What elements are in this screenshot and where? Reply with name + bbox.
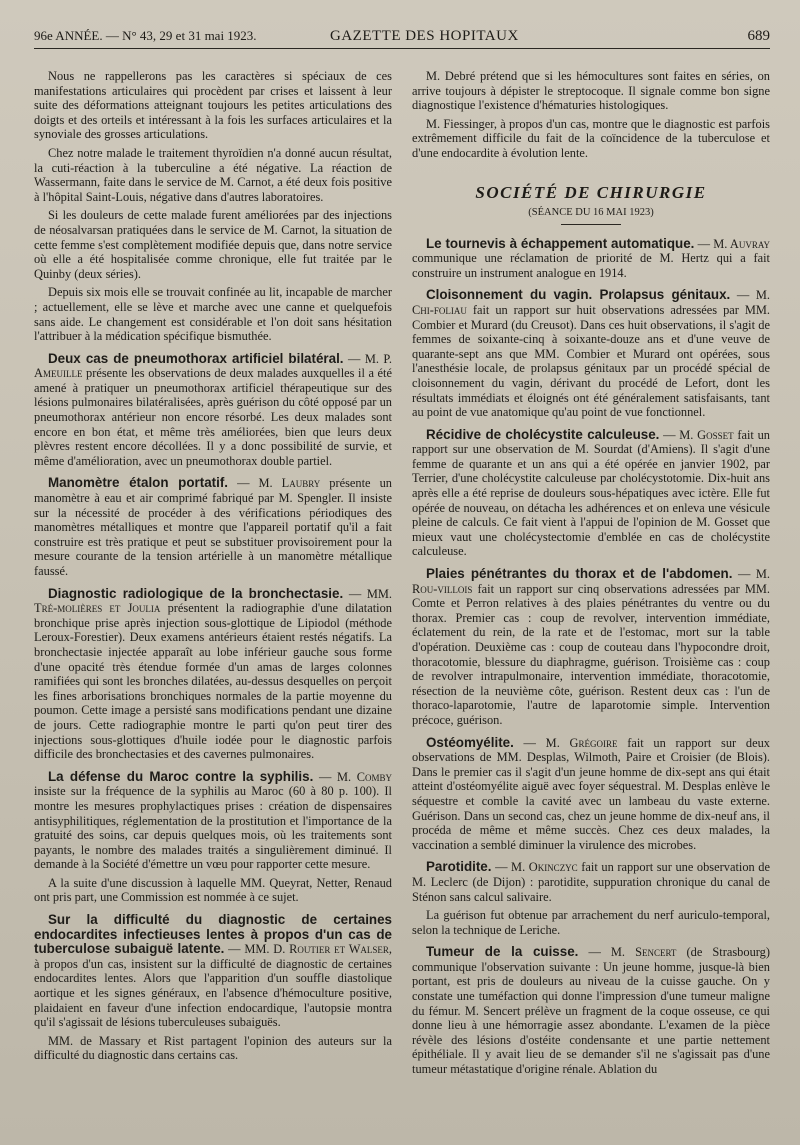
paragraph: Chez notre malade le traitement thyroïdien n'a donné aucun résultat, la cuti-réaction à la tuberculine a été négative. La réaction de Wassermann, faite dans le service de M. Carnot, a été deux fois positive à l'hôpital Saint-Louis, négative dans d'autres laboratoires. — [34, 145, 392, 204]
article-manometre: Manomètre étalon portatif. — M. Laubry présente un manomètre à eau et air comprimé fabriqué par M. Spengler. Il insiste sur la nécessité de procéder à des vérifications périodiques des manomètres métalliques et montre que l'appareil portatif qu'il a fait construire est très pratique et peut se substituer provisoirement pour la mesure courante de la tension artérielle à un manomètre métallique faussé. — [34, 475, 392, 578]
article-endocardites: Sur la difficulté du diagnostic de certaines endocardites infectieuses lentes à propos d'un cas de tuberculose subaiguë latente. — MM. D. Routier et Walser, à propos d'un cas, insistent sur la difficulté de diagnostic de certaines endocardites lentes. Alors que l'apparition d'un souffle diastolique aortique et les signes généraux, en l'absence d'hémoculture positive, plaidaient en faveur d'une infection endocardique, l'autopsie montra qu'il s'agissait de lésions tuberculeuses subaiguës. — [34, 912, 392, 1030]
article-title: Ostéomyélite. — [426, 734, 514, 750]
paragraph: A la suite d'une discussion à laquelle MM. Queyrat, Netter, Renaud ont pris part, une Commission est nommée à ce sujet. — [34, 875, 392, 905]
paragraph: M. Fiessinger, à propos d'un cas, montre que le diagnostic est parfois extrêmement difficile du fait de la coïncidence de la tuberculose et d'une endocardite à évolution lente. — [412, 116, 770, 160]
article-author: M. Auvray — [713, 236, 770, 251]
article-title: Deux cas de pneumothorax artificiel bilatéral. — [48, 350, 344, 366]
article-title: Cloisonnement du vagin. Prolapsus génitaux. — [426, 287, 731, 303]
article-author: M. Chi-foliau — [412, 288, 770, 317]
article-author: M. Sencert — [610, 945, 677, 960]
article-title: Plaies pénétrantes du thorax et de l'abdomen. — [426, 566, 733, 582]
article-osteomyelite: Ostéomyélite. — M. Grégoire fait un rapport sur deux observations de MM. Desplas, Wilmoth, Paire et Croisier (de Blois). Dans le premier cas il s'agit d'un jeune homme de dix-sept ans qui était atteint d'ostéomyélite aiguë avec foyer séquestral. M. Desplas enlève le séquestre et comble la cavité avec un lambeau du vaste externe. Guérison. Dans un second cas, chez un jeune homme de dix-neuf ans, il procéda de même et même succès. Chez ces deux malades, la vaccination a semblé diminuer la virulence des microbes. — [412, 734, 770, 852]
article-body: communique une réclamation de priorité de M. Hertz qui a fait construire un instrument analogue en 1914. — [412, 251, 770, 280]
paragraph: Si les douleurs de cette malade furent améliorées par des injections de néosalvarsan pratiquées dans le service de M. Carnot, la situation de cette femme s'est complètement modifiée depuis que, dans notre service où elle a été hospitalisée comme chronique, elle fut traitée par le Quinby (deux séries). — [34, 208, 392, 281]
article-author: MM. D. Routier et Walser, — [244, 942, 392, 957]
article-body: fait un rapport sur une observation de M. Sourdat (d'Amiens). Il s'agit d'une femme de quarante et un ans qui a été opérée en janvier 1902, par Terrier, d'une cholécystite calculeuse par cholécystotomie. Dix-huit ans après elle a été reprise de douleurs sous-hépatiques avec ictère. Elle fut opérée de nouveau, on détacha les adhérences et on enleva une vésicule pleine de calculs. Ce fait vient à l'appui de l'opinion de M. Gosset que mieux vaut une cholécystectomie d'emblée en cas de cholécystite calculeuse. — [412, 427, 770, 559]
article-body: (de Strasbourg) communique l'observation suivante : Un jeune homme, jusque-là bien portant, est pris de douleurs au niveau de la cuisse gauche. On y constate une tuméfaction qui donne l'impression d'une tumeur maligne du fémur. M. Sencert prélève un fragment de la coque osseuse, ce qui donne lieu à une hémorragie assez abondante. L'examen de la pièce révèle des lésions d'ostéite condensante et une partie nettement épithéliale. Il y avait lieu de se demander s'il ne s'agissait pas d'une tumeur métastatique d'origine rénale. Ablation du — [412, 945, 770, 1077]
article-body: présentent la radiographie d'une dilatation bronchique prise après injection sous-glottique de Lipiodol (méthode Leroux-Forestier). Deux examens antérieurs étaient restés négatifs. La bronchectasie injectée apparaît au lobe inférieur gauche sous forme d'une opacité très étendue formée d'un amas de larges colonnes ramifiées qui sont les bronches dilatées, au-dessus desquelles on perçoit les fines arborisations bronchiques normales de la partie moyenne du poumon. Cette image a persisté sans modifications pendant une dizaine de jours. Cette radiographie montre le parti qu'on peut tirer des injections sous-glottiques d'huile iodée pour le diagnostic parfois difficile des bronchectasies et des cavernes pulmonaires. — [34, 601, 392, 762]
article-cholecystite: Récidive de cholécystite calculeuse. — M. Gosset fait un rapport sur une observation de M. Sourdat (d'Amiens). Il s'agit d'une femme de quarante et un ans qui a été opérée en janvier 1902, par Terrier, d'une cholécystite calculeuse par cholécystotomie. Dix-huit ans après elle a été reprise de douleurs sous-hépatiques avec ictère. Elle fut opérée de nouveau, on détacha les adhérences et on enleva une vésicule pleine de calculs. Ce fait vient à l'appui de l'opinion de M. Gosset que mieux vaut une cholécystectomie d'emblée en cas de cholécystite calculeuse. — [412, 426, 770, 559]
text-columns — [34, 69, 770, 1081]
article-cloisonnement: Cloisonnement du vagin. Prolapsus génitaux. — M. Chi-foliau fait un rapport sur huit observations adressées par MM. Combier et Murard (du Creusot). Dans ces huit observations, il s'agit de femmes de soixante-cinq à soixante-douze ans et d'une veuve de quarante-sept ans que MM. Combier et Murard ont opérées, sous l'anesthésie locale, de prolapsus génitaux par un procédé spécial de cloisonnement du vagin, dérivant du procédé de Lefort, dont les résultats immédiats et éloignés ont été généralement satisfaisants, tant au point de vue anatomique qu'au point de vue fonctionnel. — [412, 287, 770, 420]
right-column — [412, 69, 770, 1081]
article-title: Le tournevis à échappement automatique. — [426, 235, 695, 251]
article-title: Diagnostic radiologique de la bronchectasie. — [48, 585, 344, 601]
article-body: fait un rapport sur cinq observations adressées par MM. Comte et Perron relatives à des plaies pénétrantes du ventre ou du thorax. Premier cas : coup de revolver, intervention immédiate, éclatement du rein, de la rate et de l'estomac, mort sur la table d'opération. Deuxième cas : coup de couteau dans l'hypocondre droit, thoracotomie, blessure du diaphragme, guérison. Troisième cas : coup de revolver intrapulmonaire, intervention immédiate, thoracotomie, résection de la neuvième côte, guérison. Restent deux cas : l'un de thoraco-laparotomie, l'autre de laparotomie simple. Intervention précoce, guérison. — [412, 581, 770, 727]
article-title: La défense du Maroc contre la syphilis. — [48, 768, 314, 784]
article-parotidite: Parotidite. — M. Okinczyc fait un rapport sur une observation de M. Leclerc (de Dijon) : parotidite, suppuration chronique du canal de Sténon sans calcul salivaire. — [412, 859, 770, 904]
article-body: fait un rapport sur une observation de M. Leclerc (de Dijon) : parotidite, suppuration chronique du canal de Sténon sans calcul salivaire. — [412, 860, 770, 904]
article-title: Récidive de cholécystite calculeuse. — [426, 426, 660, 442]
article-body: présente un manomètre à eau et air comprimé fabriqué par M. Spengler. Il insiste sur la nécessité de procéder à des vérifications périodiques des manomètres métalliques et montre que l'appareil portatif qu'il a fait construire est très pratique et peut se substituer provisoirement pour la mesure courante de la tension artérielle à un manomètre métallique faussé. — [34, 476, 392, 578]
article-body: insiste sur la fréquence de la syphilis au Maroc (60 à 80 p. 100). Il montre les mesures prophylactiques prises : création de dispensaires antisyphilitiques, réglementation de la prostitution et l'importance de la gratuité des soins, car depuis quelques mois, où les traitements sont payants, le nombre des malades traités a singulièrement diminué. Il demande à la Société d'émettre un vœu pour rapporter cette mesure. — [34, 784, 392, 872]
article-body: présente les observations de deux malades auxquelles il a été amené à pratiquer un pneumothorax artificiel thérapeutique sur des lésions pulmonaires bilatéralisées, après guérison du côté opposé par un pneumothorax antérieur non encore résorbé. Les deux malades sont encore en bon état, et même très améliorées, bien que leurs deux plèvres restent encore décollées. Il y a donc possibilité de survie, et même d'amélioration, avec un pneumothorax double partiel. — [34, 366, 392, 468]
article-author: MM. Tré-molières et Joulia — [34, 586, 392, 616]
journal-title: GAZETTE DES HOPITAUX — [330, 28, 519, 44]
article-tournevis: Le tournevis à échappement automatique. — M. Auvray communique une réclamation de priorité de M. Hertz qui a fait construire un instrument analogue en 1914. — [412, 235, 770, 280]
issue-line: 96e ANNÉE. — N° 43, 29 et 31 mai 1923. — [34, 28, 257, 43]
left-column — [34, 69, 392, 1081]
paragraph: MM. de Massary et Rist partagent l'opinion des auteurs sur la difficulté du diagnostic dans certains cas. — [34, 1033, 392, 1063]
page-number: 689 — [747, 28, 770, 44]
article-author: M. Okinczyc — [511, 860, 578, 875]
article-author: M. Comby — [336, 769, 393, 784]
article-author: M. Rou-villois — [412, 567, 770, 596]
article-title: Parotidite. — [426, 859, 492, 875]
article-title: Sur la difficulté du diagnostic de certaines endocardites infectieuses lentes à propos d'un cas de tuberculose subaiguë latente. — [34, 912, 392, 957]
article-body: fait un rapport sur huit observations adressées par MM. Combier et Murard (du Creusot). Dans ces huit observations, il s'agit de femmes de soixante-cinq à soixante-douze ans et d'une veuve de quarante-sept ans que MM. Combier et Murard ont opérées, sous l'anesthésie locale, de prolapsus génitaux par un procédé spécial de cloisonnement du vagin, dérivant du procédé de Lefort, dont les résultats immédiats et éloignés ont été généralement satisfaisants, tant au point de vue anatomique qu'au point de vue fonctionnel. — [412, 302, 770, 420]
article-author: M. P. Ameuille — [34, 351, 392, 381]
session-date: (SÉANCE DU 16 MAI 1923) — [528, 206, 654, 218]
divider — [561, 224, 621, 225]
article-author: M. Gosset — [679, 427, 734, 442]
article-title: Tumeur de la cuisse. — [426, 944, 579, 960]
article-plaies: Plaies pénétrantes du thorax et de l'abdomen. — M. Rou-villois fait un rapport sur cinq observations adressées par MM. Comte et Perron relatives à des plaies pénétrantes du ventre ou du thorax. Premier cas : coup de revolver, intervention immédiate, éclatement du rein, de la rate et de l'estomac, mort sur la table d'opération. Deuxième cas : coup de couteau dans l'hypocondre droit, thoracotomie, blessure du diaphragme, guérison. Troisième cas : coup de revolver intrapulmonaire, intervention immédiate, thoracotomie, résection de la neuvième côte, guérison. Restent deux cas : l'un de thoraco-laparotomie, l'autre de laparotomie simple. Intervention précoce, guérison. — [412, 566, 770, 727]
article-bronchectasie: Diagnostic radiologique de la bronchectasie. — MM. Tré-molières et Joulia présentent la radiographie d'une dilatation bronchique prise après injection sous-glottique de Lipiodol (méthode Leroux-Forestier). Deux examens antérieurs étaient restés négatifs. La bronchectasie injectée apparaît au lobe inférieur gauche sous forme d'une opacité très étendue formée d'un amas de larges colonnes ramifiées qui sont les bronches dilatées, au-dessus desquelles on perçoit les fines arborisations bronchiques normales de la partie moyenne du poumon. Cette image a persisté sans modifications pendant une dizaine de jours. Cette radiographie montre le parti qu'on peut tirer des injections sous-glottiques d'huile iodée pour le diagnostic parfois difficile des bronchectasies et des cavernes pulmonaires. — [34, 585, 392, 762]
article-title: Manomètre étalon portatif. — [48, 475, 229, 491]
paragraph: M. Debré prétend que si les hémocultures sont faites en séries, on arrive toujours à dépister le streptocoque. Il signale comme bon signe diagnostique l'existence d'hématuries histologiques. — [412, 69, 770, 113]
paragraph: Depuis six mois elle se trouvait confinée au lit, incapable de marcher ; actuellement, elle se lève et marche avec une canne et quelquefois sans aide. Le changement est considérable et l'on doit sans hésitation l'attribuer à la médication spécifique bismuthée. — [34, 285, 392, 344]
page-header — [34, 24, 770, 49]
article-author: M. Laubry — [258, 476, 321, 491]
society-heading: SOCIÉTÉ DE CHIRURGIE — [475, 182, 707, 202]
article-pneumothorax: Deux cas de pneumothorax artificiel bilatéral. — M. P. Ameuille présente les observations de deux malades auxquelles il a été amené à pratiquer un pneumothorax artificiel thérapeutique sur des lésions pulmonaires bilatéralisées, après guérison du côté opposé par un pneumothorax antérieur non encore résorbé. Les deux malades sont encore en bon état, et même très améliorées, bien que leurs deux plèvres restent encore décollées. Il y a donc possibilité de survie, et même d'amélioration, avec un pneumothorax double partiel. — [34, 350, 392, 468]
article-maroc: La défense du Maroc contre la syphilis. — M. Comby insiste sur la fréquence de la syphilis au Maroc (60 à 80 p. 100). Il montre les mesures prophylactiques prises : création de dispensaires antisyphilitiques, réglementation de la prostitution et l'importance de la gratuité des soins, car depuis quelques mois, où les traitements sont payants, le nombre des malades traités a singulièrement diminué. Il demande à la Société d'émettre un vœu pour rapporter cette mesure. — [34, 768, 393, 872]
article-tumeur: Tumeur de la cuisse. — M. Sencert (de Strasbourg) communique l'observation suivante : Un jeune homme, jusque-là bien portant, est pris de douleurs au niveau de la cuisse gauche. On y constate une tuméfaction qui donne l'impression d'une tumeur maligne du fémur. M. Sencert prélève un fragment de la coque osseuse, ce qui donne lieu à une hémorragie assez abondante. L'examen de la pièce révèle des lésions d'ostéite condensante et une partie nettement épithéliale. Il y avait lieu de se demander s'il ne s'agissait pas d'une tumeur métastatique d'origine rénale. Ablation du — [412, 944, 770, 1077]
paragraph: La guérison fut obtenue par arrachement du nerf auriculo-temporal, selon la technique de Leriche. — [412, 908, 770, 937]
article-body: fait un rapport sur deux observations de MM. Desplas, Wilmoth, Paire et Croisier (de Blois). Dans le premier cas il s'agit d'un jeune homme de dix-sept ans qui était atteint d'ostéomyélite aiguë avec foyer séquestral. M. Desplas enlève le séquestre et comble la cavité avec un lambeau du vaste externe. Guérison. Dans un second cas, chez un jeune homme de dix-neuf ans, il procéda de même et même succès. Chez ces deux malades, la vaccination a semblé diminuer la virulence des microbes. — [412, 735, 770, 852]
paragraph: Nous ne rappellerons pas les caractères si spéciaux de ces manifestations articulaires qui procèdent par crises et laissent à leur suite des déformations atteignant toujours les petites articulations des doigts et des orteils et intéressant à la fois les surfaces articulaires et la synoviale des grosses articulations. — [34, 69, 392, 142]
article-author: M. Grégoire — [545, 735, 618, 750]
article-body: à propos d'un cas, insistent sur la difficulté de diagnostic de certaines endocardites lentes. Alors que l'apparition d'un souffle diastolique aortique et les signes généraux, en l'absence d'hémoculture positive, plaidaient en faveur d'une infection endocardique, l'autopsie montra qu'il s'agissait de lésions tuberculeuses subaiguës. — [34, 956, 392, 1030]
